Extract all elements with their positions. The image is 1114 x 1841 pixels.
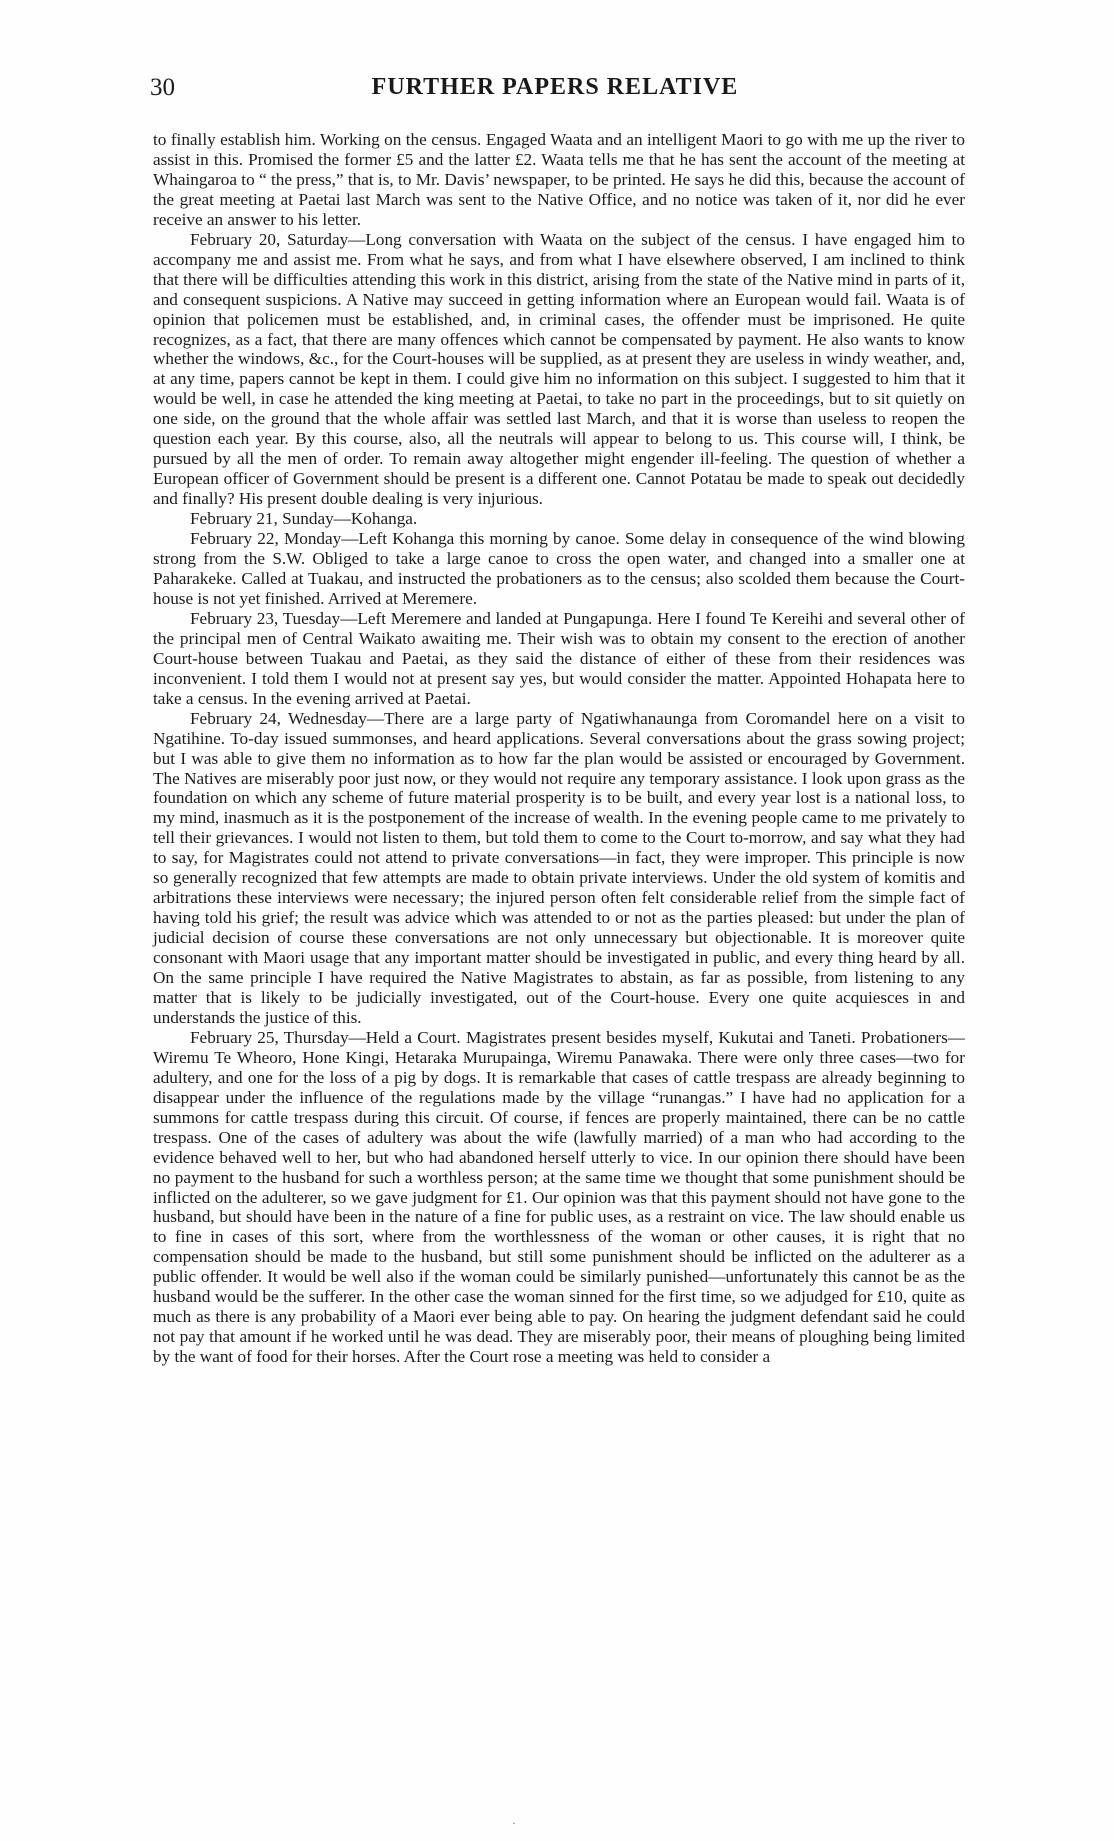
paragraph-feb-24: February 24, Wednesday—There are a large party of Ngatiwhanaunga from Coromandel here on a visit to Ngatihine. To-day issued summonses, and heard applications. Several conversations about the grass sowing project; but I was able to give them no information as to how far the plan would be assisted or encouraged by Government. The Natives are miserably poor just now, or they would not require any temporary assistance. I look upon grass as the foundation on which any scheme of future material prosperity is to be built, and every year lost is a national loss, to my mind, inasmuch as it is the postponement of the increase of wealth. In the evening people came to me privately to tell their grievances. I would not listen to them, but told them to come to the Court to-morrow, and say what they had to say, for Magistrates could not attend to private conversations—in fact, they were improper. This principle is now so generally recognized that few attempts are made to obtain private interviews. Under the old system of komitis and arbitrations these interviews were necessary; the injured person often felt considerable relief from the simple fact of having told his grief; the result was advice which was attended to or not as the parties pleased: but under the plan of judicial decision of course these conversations are not only unnecessary but objectionable. It is moreover quite consonant with Maori usage that any important matter should be investigated in public, and every thing heard by all. On the same principle I have required the Native Magistrates to abstain, as far as possible, from listening to any matter that is likely to be judicially investigated, out of the Court-house. Every one quite acquiesces in and understands the justice of this. [153, 708, 965, 1027]
page-header [150, 74, 960, 108]
paragraph-feb-25: February 25, Thursday—Held a Court. Magistrates present besides myself, Kukutai and Taneti. Probationers—Wiremu Te Wheoro, Hone Kingi, Hetaraka Murupainga, Wiremu Panawaka. There were only three cases—two for adultery, and one for the loss of a pig by dogs. It is remarkable that cases of cattle trespass are already beginning to disappear under the influence of the regulations made by the village “runangas.” I have had no application for a summons for cattle trespass during this circuit. Of course, if fences are properly maintained, there can be no cattle trespass. One of the cases of adultery was about the wife (lawfully married) of a man who had according to the evidence behaved well to her, but who had abandoned herself utterly to vice. In our opinion there should have been no payment to the husband for such a worthless person; at the same time we thought that some punishment should be inflicted on the adulterer, so we gave judgment for £1. Our opinion was that this payment should not have gone to the husband, but should have been in the nature of a fine for public uses, as a restraint on vice. The law should enable us to fine in cases of this sort, where from the worthlessness of the woman or other causes, it is right that no compensation should be made to the husband, but still some punishment should be inflicted on the adulterer as a public offender. It would be well also if the woman could be similarly punished—unfortunately this cannot be as the husband would be the sufferer. In the other case the woman sinned for the first time, so we adjudged for £10, quite as much as there is any probability of a Maori ever being able to pay. On hearing the judgment defendant said he could not pay that amount if he worked until he was dead. They are miserably poor, their means of ploughing being limited by the want of food for their horses. After the Court rose a meeting was held to consider a [153, 1027, 965, 1367]
running-title: FURTHER PAPERS RELATIVE [371, 74, 739, 100]
page-number: 30 [150, 74, 175, 101]
paragraph-feb-20: February 20, Saturday—Long conversation with Waata on the subject of the census. I have engaged him to accompany me and assist me. From what he says, and from what I have elsewhere observed, I am inclined to think that there will be difficulties attending this work in this district, arising from the state of the Native mind in parts of it, and consequent suspicions. A Native may succeed in getting information where an European would fail. Waata is of opinion that policemen must be established, and, in criminal cases, the offender must be imprisoned. He quite recognizes, as a fact, that there are many offences which cannot be compensated by payment. He also wants to know whether the windows, &c., for the Court-houses will be supplied, as at present they are useless in windy weather, and, at any time, papers cannot be kept in them. I could give him no information on this subject. I suggested to him that it would be well, in case he attended the king meeting at Paetai, to take no part in the proceedings, but to sit quietly on one side, on the ground that the whole affair was settled last March, and that it is worse than useless to reopen the question each year. By this course, also, all the neutrals will appear to belong to us. This course will, I think, be pursued by all the men of order. To remain away altogether might engender ill-feeling. The question of whether a European officer of Government should be present is a different one. Cannot Potatau be made to speak out decidedly and finally? His present double dealing is very injurious. [153, 229, 965, 509]
paragraph-continuation: to finally establish him. Working on the census. Engaged Waata and an intelligent Maori to go with me up the river to assist in this. Promised the former £5 and the latter £2. Waata tells me that he has sent the account of the meeting at Whaingaroa to “ the press,” that is, to Mr. Davis’ newspaper, to be printed. He says he did this, because the account of the great meeting at Paetai last March was sent to the Native Office, and no notice was taken of it, nor did he ever receive an answer to his letter. [153, 130, 965, 229]
footer-mark: · [512, 1816, 516, 1830]
body-text [153, 130, 965, 1367]
paragraph-feb-21: February 21, Sunday—Kohanga. [190, 509, 418, 529]
paragraph-feb-22: February 22, Monday—Left Kohanga this morning by canoe. Some delay in consequence of the wind blowing strong from the S.W. Obliged to take a large canoe to cross the open water, and changed into a smaller one at Paharakeke. Called at Tuakau, and instructed the probationers as to the census; also scolded them because the Court-house is not yet finished. Arrived at Meremere. [153, 529, 965, 608]
paragraph-feb-23: February 23, Tuesday—Left Meremere and landed at Pungapunga. Here I found Te Kereihi and several other of the principal men of Central Waikato awaiting me. Their wish was to obtain my consent to the erection of another Court-house between Tuakau and Paetai, as they said the distance of either of these from their residences was inconvenient. I told them I would not at present say yes, but would consider the matter. Appointed Hohapata here to take a census. In the evening arrived at Paetai. [153, 608, 965, 708]
